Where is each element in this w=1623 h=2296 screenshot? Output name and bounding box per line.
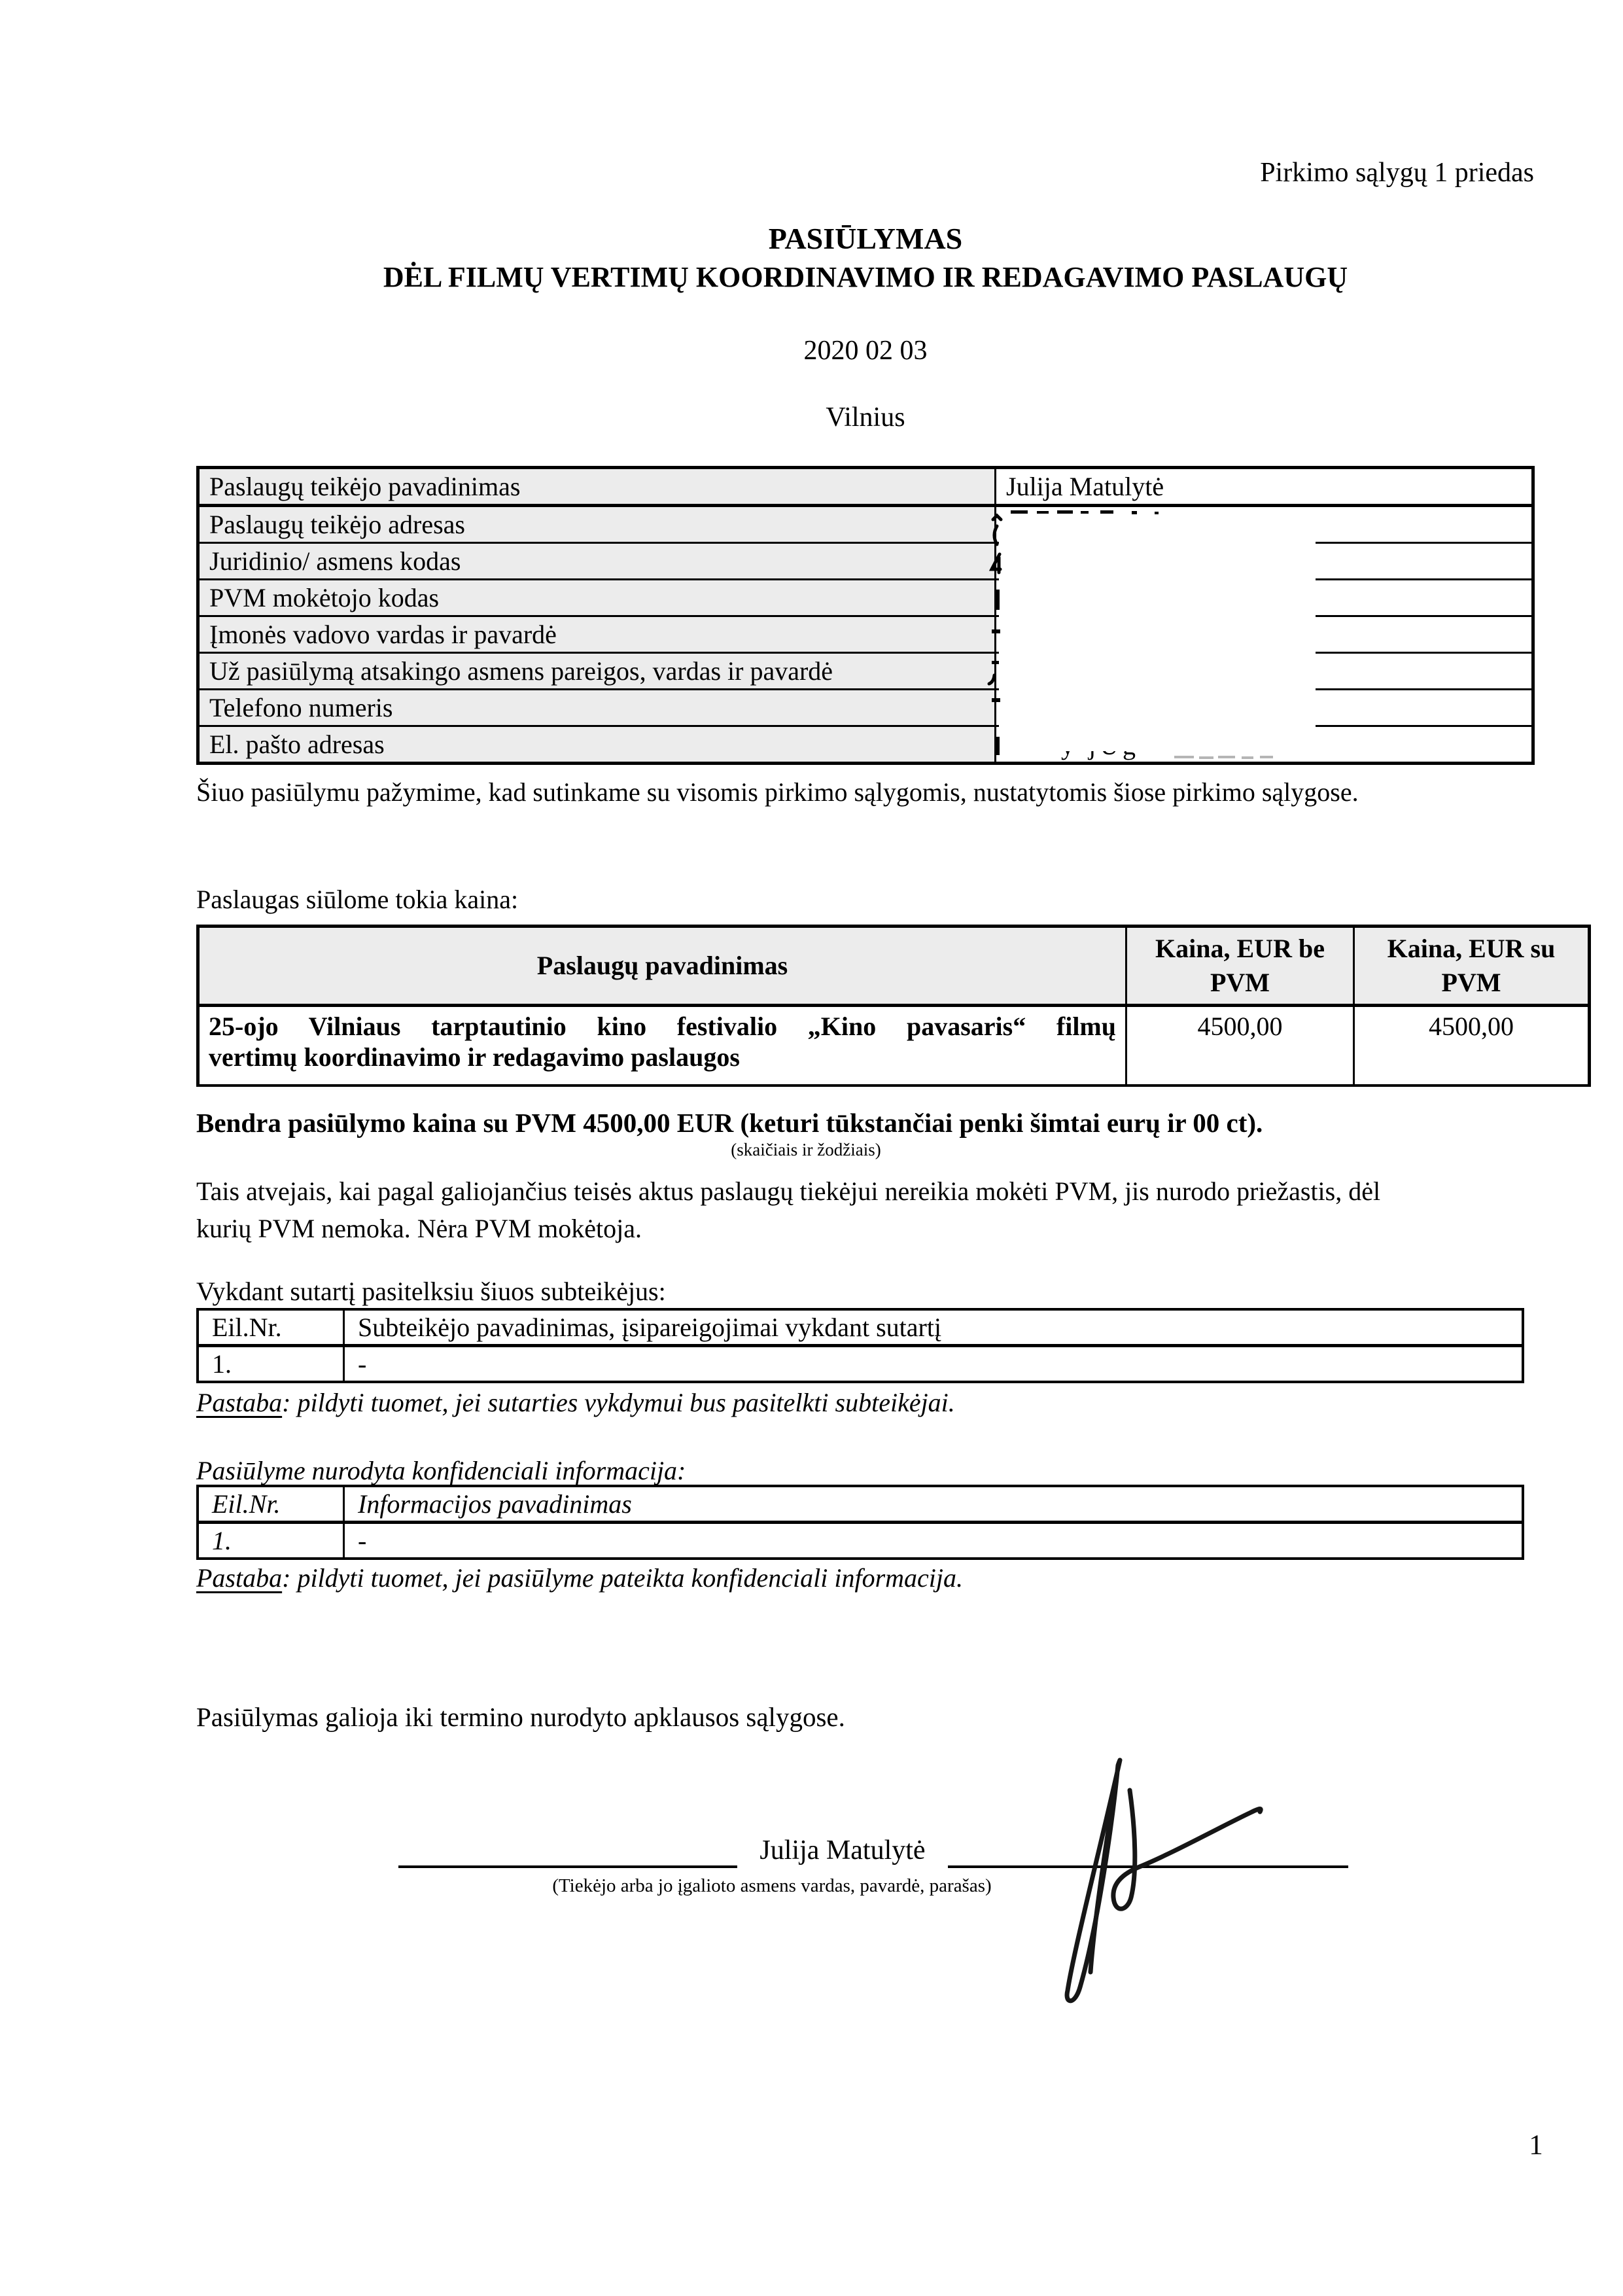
confidential-table bbox=[196, 1485, 1524, 1560]
signature-caption: (Tiekėjo arba jo įgalioto asmens vardas, pavardė, parašas) bbox=[552, 1875, 992, 1896]
signature-line-left bbox=[398, 1865, 737, 1868]
subcontractors-note bbox=[196, 1387, 1535, 1418]
row-label: Telefono numeris bbox=[198, 690, 996, 726]
table-row bbox=[198, 468, 1533, 506]
vat-note bbox=[196, 1173, 1577, 1247]
row-value: Julija Matulytė bbox=[996, 468, 1533, 506]
subcontractors-header-row bbox=[198, 1309, 1523, 1346]
table-row bbox=[198, 690, 1533, 726]
vat-note-line2: kurių PVM nemoka. Nėra PVM mokėtoja. bbox=[196, 1214, 642, 1243]
service-name-cell bbox=[198, 1006, 1126, 1086]
note-term: Pastaba bbox=[196, 1563, 283, 1593]
column-header: Kaina, EUR su PVM bbox=[1354, 927, 1590, 1006]
annex-note: Pirkimo sąlygų 1 priedas bbox=[1260, 158, 1534, 188]
table-row bbox=[198, 616, 1533, 653]
note-term: Pastaba bbox=[196, 1388, 283, 1417]
document-date: 2020 02 03 bbox=[803, 336, 928, 366]
document-subtitle: DĖL FILMŲ VERTIMŲ KOORDINAVIMO IR REDAGAVIMO PASLAUGŲ bbox=[383, 261, 1348, 293]
column-header: Eil.Nr. bbox=[198, 1486, 344, 1523]
service-name-line2: vertimų koordinavimo ir redagavimo paslaugos bbox=[209, 1042, 740, 1072]
row-label: Juridinio/ asmens kodas bbox=[198, 543, 996, 580]
price-table-data-row bbox=[198, 1006, 1590, 1086]
table-row bbox=[198, 580, 1533, 616]
price-intro: Paslaugas siūlome tokia kaina: bbox=[196, 885, 519, 914]
row-label: Už pasiūlymą atsakingo asmens pareigos, vardas ir pavardė bbox=[198, 653, 996, 690]
table-row bbox=[198, 543, 1533, 580]
note-text: : pildyti tuomet, jei pasiūlyme pateikta konfidenciali informacija. bbox=[282, 1563, 964, 1593]
column-header: Subteikėjo pavadinimas, įsipareigojimai vykdant sutartį bbox=[344, 1309, 1524, 1346]
row-value: - bbox=[344, 1346, 1524, 1383]
subcontractors-intro: Vykdant sutartį pasitelksiu šiuos subteikėjus: bbox=[196, 1277, 666, 1306]
price-with-vat: 4500,00 bbox=[1354, 1006, 1590, 1086]
column-header: Paslaugų pavadinimas bbox=[198, 927, 1126, 1006]
supplier-info-section bbox=[196, 466, 1535, 773]
row-label: El. pašto adresas bbox=[198, 726, 996, 764]
column-header: Informacijos pavadinimas bbox=[344, 1486, 1524, 1523]
row-label: Paslaugų teikėjo pavadinimas bbox=[198, 468, 996, 506]
price-table-header-row bbox=[198, 927, 1590, 1006]
row-number: 1. bbox=[198, 1346, 344, 1383]
signer-name: Julija Matulytė bbox=[759, 1835, 926, 1865]
column-header: Eil.Nr. bbox=[198, 1309, 344, 1346]
row-label: Paslaugų teikėjo adresas bbox=[198, 506, 996, 543]
column-header: Kaina, EUR be PVM bbox=[1126, 927, 1354, 1006]
confidential-header-row bbox=[198, 1486, 1523, 1523]
agreement-note: Šiuo pasiūlymu pažymime, kad sutinkame su visomis pirkimo sąlygomis, nustatytomis šiose pirkimo sąlygose. bbox=[196, 777, 1359, 807]
handwritten-signature bbox=[1034, 1733, 1295, 2014]
total-caption: (skaičiais ir žodžiais) bbox=[731, 1140, 881, 1159]
subcontractors-data-row bbox=[198, 1346, 1523, 1383]
table-row bbox=[198, 726, 1533, 764]
service-name-line1: 25-ojo Vilniaus tarptautinio kino festivalio „Kino pavasaris“ filmų bbox=[209, 1012, 1116, 1041]
row-label: Įmonės vadovo vardas ir pavardė bbox=[198, 616, 996, 653]
price-without-vat: 4500,00 bbox=[1126, 1006, 1354, 1086]
supplier-info-table bbox=[196, 466, 1535, 765]
total-price-line: Bendra pasiūlymo kaina su PVM 4500,00 EUR (keturi tūkstančiai penki šimtai eurų ir 00 ct). bbox=[196, 1108, 1263, 1138]
subcontractors-table bbox=[196, 1308, 1524, 1383]
vat-note-line1: Tais atvejais, kai pagal galiojančius teisės aktus paslaugų tiekėjui nereikia mokėti PVM, jis nurodo priežastis, dėl bbox=[196, 1176, 1381, 1206]
table-row bbox=[198, 653, 1533, 690]
validity-note: Pasiūlymas galioja iki termino nurodyto apklausos sąlygose. bbox=[196, 1702, 845, 1732]
confidential-intro: Pasiūlyme nurodyta konfidenciali informacija: bbox=[196, 1456, 686, 1485]
confidential-note bbox=[196, 1563, 1535, 1593]
table-row bbox=[198, 506, 1533, 543]
row-value: - bbox=[344, 1523, 1524, 1559]
row-number: 1. bbox=[198, 1523, 344, 1559]
document-city: Vilnius bbox=[826, 402, 905, 433]
price-table bbox=[196, 925, 1591, 1087]
page-number: 1 bbox=[1529, 2130, 1543, 2161]
document-title: PASIŪLYMAS bbox=[768, 222, 963, 255]
note-text: : pildyti tuomet, jei sutarties vykdymui bus pasitelkti subteikėjai. bbox=[282, 1388, 955, 1417]
redaction-box bbox=[999, 514, 1316, 751]
row-label: PVM mokėtojo kodas bbox=[198, 580, 996, 616]
confidential-data-row bbox=[198, 1523, 1523, 1559]
